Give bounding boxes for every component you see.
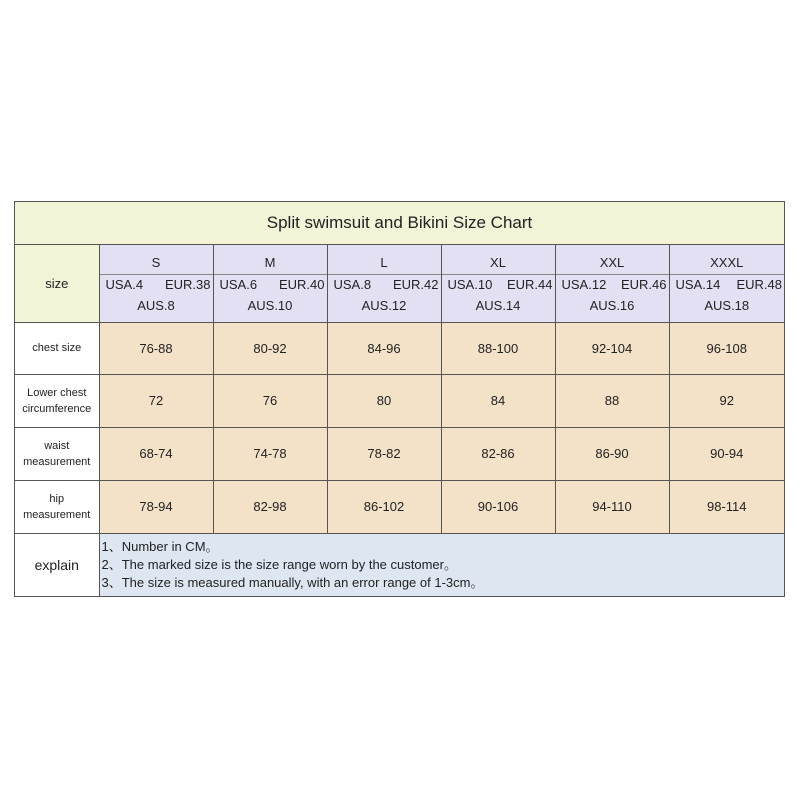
usa-size: USA.8 xyxy=(333,276,372,292)
table-cell: 92-104 xyxy=(555,322,669,374)
eur-size: EUR.44 xyxy=(506,276,553,292)
row-label-line: measurement xyxy=(23,508,91,521)
usa-size: USA.4 xyxy=(105,276,144,292)
table-cell: 86-90 xyxy=(555,427,669,480)
table-row xyxy=(15,322,784,374)
aus-size: AUS.18 xyxy=(704,297,750,313)
size-name: XL xyxy=(490,254,506,270)
table-cell: 82-98 xyxy=(213,480,327,533)
aus-size: AUS.14 xyxy=(475,297,521,313)
table-cell: 86-102 xyxy=(327,480,441,533)
size-conversion xyxy=(214,275,327,295)
explain-row xyxy=(15,533,784,596)
table-cell: 68-74 xyxy=(99,427,213,480)
size-cell-m xyxy=(213,245,327,322)
row-label-line: hip xyxy=(49,492,65,505)
size-row-label: size xyxy=(15,245,99,322)
usa-size: USA.14 xyxy=(675,276,721,292)
size-conversion xyxy=(556,275,669,295)
size-cell-s xyxy=(99,245,213,322)
table-cell: 88 xyxy=(555,374,669,427)
size-name: XXXL xyxy=(710,254,744,270)
eur-size: EUR.48 xyxy=(736,276,782,292)
table-row xyxy=(15,480,784,533)
row-label-line: measurement xyxy=(23,455,91,468)
row-label-line: circumference xyxy=(22,402,92,415)
eur-size: EUR.42 xyxy=(392,276,439,292)
usa-size: USA.6 xyxy=(219,276,258,292)
eur-size: EUR.40 xyxy=(278,276,325,292)
size-name: M xyxy=(264,254,276,270)
usa-size: USA.10 xyxy=(447,276,493,292)
size-cell-xxl xyxy=(555,245,669,322)
size-conversion xyxy=(328,275,441,295)
table-cell: 84 xyxy=(441,374,555,427)
aus-size: AUS.12 xyxy=(361,297,407,313)
table-cell: 84-96 xyxy=(327,322,441,374)
table-cell: 78-82 xyxy=(327,427,441,480)
watermark-fade xyxy=(592,737,800,799)
table-cell: 96-108 xyxy=(669,322,784,374)
chart-title: Split swimsuit and Bikini Size Chart xyxy=(15,202,784,245)
table-cell: 78-94 xyxy=(99,480,213,533)
aus-size: AUS.8 xyxy=(137,297,175,313)
size-conversion xyxy=(442,275,555,295)
table-cell: 82-86 xyxy=(441,427,555,480)
row-label-line: waist xyxy=(44,439,70,452)
table-cell: 94-110 xyxy=(555,480,669,533)
size-conversion xyxy=(670,275,785,295)
row-label xyxy=(15,427,99,480)
table-row xyxy=(15,374,784,427)
table-cell: 90-94 xyxy=(669,427,784,480)
row-label xyxy=(15,480,99,533)
explain-note: 2、The marked size is the size range worn by the customer。 xyxy=(101,556,457,572)
size-name: XXL xyxy=(599,254,625,270)
table-cell: 76-88 xyxy=(99,322,213,374)
size-cell-xl xyxy=(441,245,555,322)
table-cell: 92 xyxy=(669,374,784,427)
aus-size: AUS.10 xyxy=(247,297,293,313)
table-cell: 80-92 xyxy=(213,322,327,374)
explain-label: explain xyxy=(15,533,99,596)
eur-size: EUR.46 xyxy=(620,276,667,292)
explain-notes xyxy=(99,533,784,596)
row-label-line: Lower chest xyxy=(27,386,87,399)
size-table xyxy=(15,245,784,597)
size-cell-xxxl xyxy=(669,245,784,322)
table-cell: 72 xyxy=(99,374,213,427)
size-chart xyxy=(14,201,785,597)
eur-size: EUR.38 xyxy=(164,276,211,292)
row-label-line: chest size xyxy=(32,342,82,354)
table-cell: 74-78 xyxy=(213,427,327,480)
table-row xyxy=(15,427,784,480)
explain-note: 3、The size is measured manually, with an error range of 1-3cm。 xyxy=(101,574,484,590)
table-cell: 76 xyxy=(213,374,327,427)
explain-note: 1、Number in CM。 xyxy=(101,538,219,554)
size-name: S xyxy=(151,254,161,270)
table-cell: 80 xyxy=(327,374,441,427)
table-cell: 88-100 xyxy=(441,322,555,374)
row-label xyxy=(15,374,99,427)
size-cell-l xyxy=(327,245,441,322)
size-name: L xyxy=(380,254,388,270)
table-cell: 98-114 xyxy=(669,480,784,533)
table-cell: 90-106 xyxy=(441,480,555,533)
size-header-row xyxy=(15,245,784,322)
aus-size: AUS.16 xyxy=(589,297,635,313)
row-label xyxy=(15,322,99,374)
usa-size: USA.12 xyxy=(561,276,607,292)
size-conversion xyxy=(100,275,213,295)
